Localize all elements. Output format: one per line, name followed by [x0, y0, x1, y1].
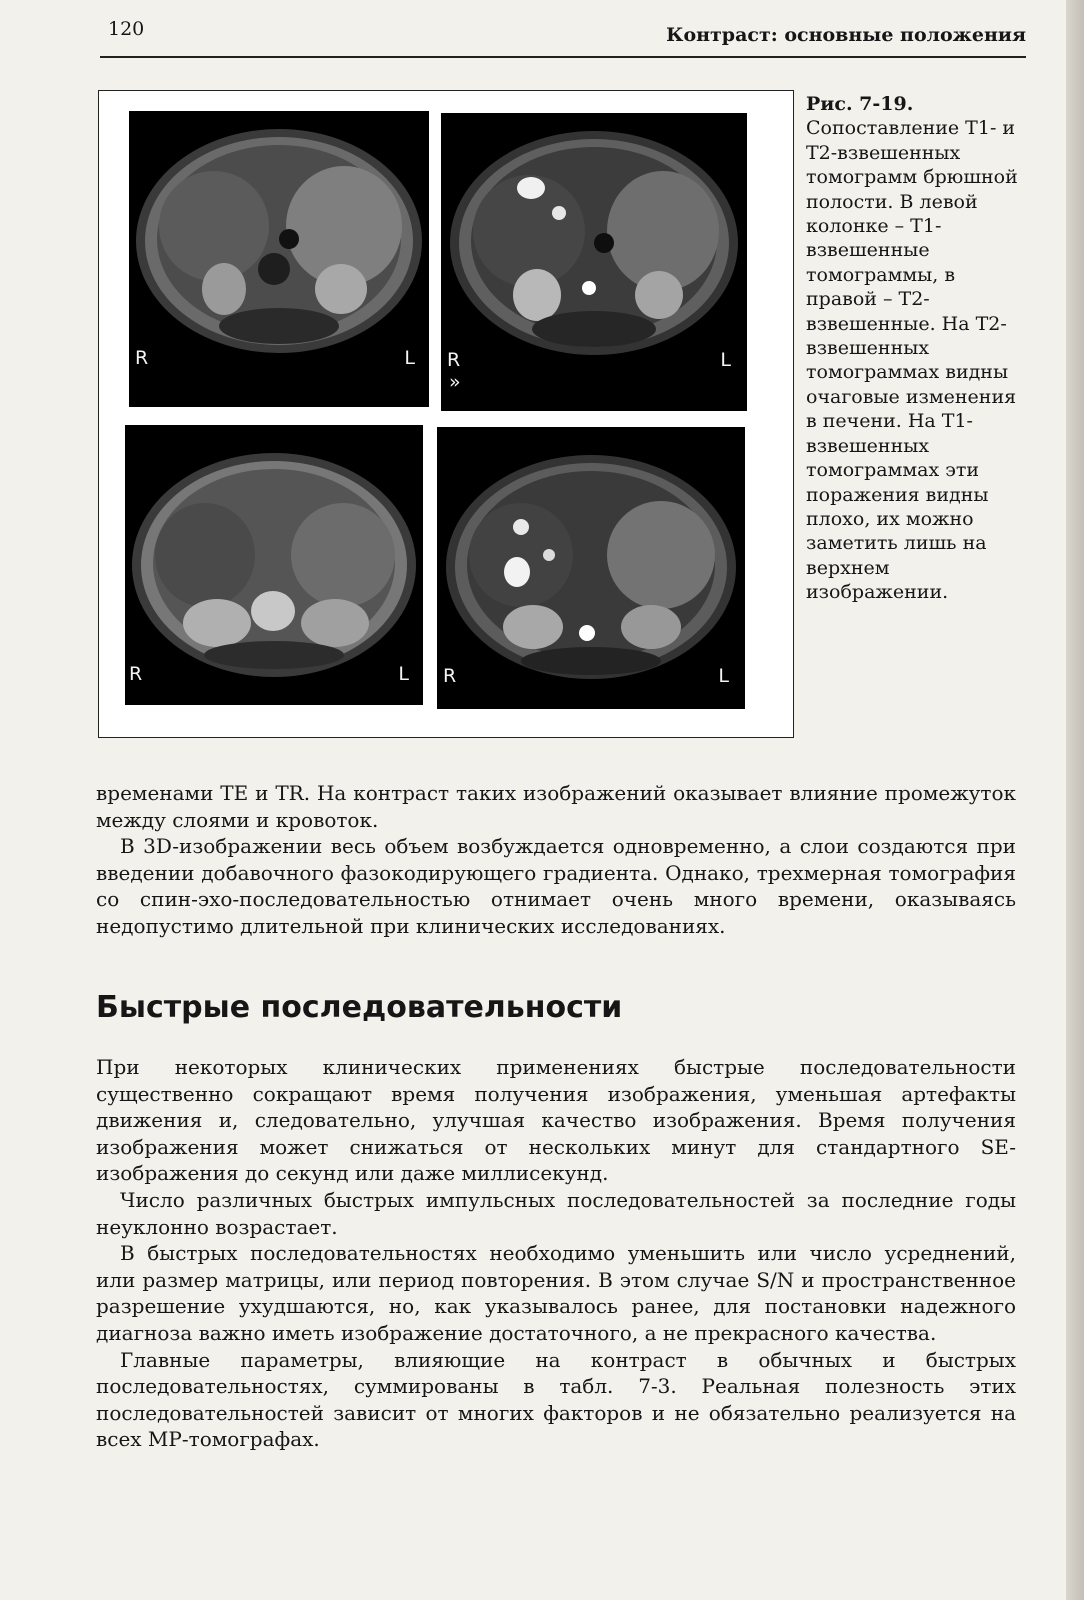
section-heading: Быстрые последовательности: [96, 990, 623, 1025]
paragraph: В 3D-изображении весь объем возбуждается одновременно, а слои создаются при введении добавочного фазокодирующего градиента. Однако, трехмерная томография со спин-эхо-последовательностью отнимает очень много времени, оказываясь недопустимо длительной при клинических исследованиях.: [96, 834, 1016, 938]
paragraph: временами TE и TR. На контраст таких изображений оказывает влияние промежуток между слоями и кровоток.: [96, 781, 1016, 832]
scan-label-left-side: L: [398, 663, 409, 685]
mri-scan-t2-bottom: [437, 427, 745, 709]
scan-marker: »: [449, 371, 461, 393]
paragraph: Число различных быстрых импульсных последовательностей за последние годы неуклонно возрастает.: [96, 1187, 1016, 1239]
scan-label-right-side: R: [447, 349, 461, 371]
figure-caption-title: Рис. 7-19.: [806, 93, 914, 115]
scan-label-right-side: R: [129, 663, 143, 685]
figure-mri-panel: [98, 90, 794, 738]
figure-caption: [806, 92, 1024, 605]
figure-caption-text: Сопоставление Т1- и Т2-взвешенных томограмм брюшной полости. В левой колонке – Т1-взвешенные томограммы, в правой – Т2-взвешенные. На Т2-взвешенных томограммах видны очаговые изменения в печени. На Т1-взвешенных томограммах эти поражения видны плохо, их можно заметить лишь на верхнем изображении.: [806, 117, 1018, 604]
running-title: Контраст: основные положения: [666, 24, 1026, 46]
page-number: 120: [108, 18, 145, 40]
text-block-section: [96, 1054, 1016, 1453]
mri-scan-t2-top: [441, 113, 747, 411]
scan-label-right-side: R: [135, 347, 149, 369]
mri-scan-image: [129, 111, 429, 407]
text-block-top: [96, 780, 1016, 940]
mri-scan-image: [437, 427, 745, 709]
page-header: [100, 14, 1026, 58]
paragraph: В быстрых последовательностях необходимо уменьшить или число усреднений, или размер матрицы, или период повторения. В этом случае S/N и пространственное разрешение ухудшаются, но, как указывалось ранее, для постановки надежного диагноза важно иметь изображение достаточного, а не прекрасного качества.: [96, 1241, 1016, 1345]
paragraph: Главные параметры, влияющие на контраст в обычных и быстрых последовательностях, суммированы в табл. 7-3. Реальная полезность этих последовательностей зависит от многих факторов и не обязательно реализуется на всех МР-томографах.: [96, 1347, 1016, 1452]
scan-label-left-side: L: [718, 665, 729, 687]
mri-scan-image: [441, 113, 747, 411]
scan-label-right-side: R: [443, 665, 457, 687]
paragraph: При некоторых клинических применениях быстрые последовательности существенно сокращают время получения изображения, уменьшая артефакты движения и, следовательно, улучшая качество изображения. Время получения изображения может снижаться от нескольких минут для стандартного SE-изображения до секунд или даже миллисекунд.: [96, 1055, 1016, 1186]
mri-scan-t1-bottom: [125, 425, 423, 705]
mri-scan-image: [125, 425, 423, 705]
mri-scan-t1-top: [129, 111, 429, 407]
scan-label-left-side: L: [404, 347, 415, 369]
page-edge: [1066, 0, 1084, 1600]
scan-label-left-side: L: [720, 349, 731, 371]
